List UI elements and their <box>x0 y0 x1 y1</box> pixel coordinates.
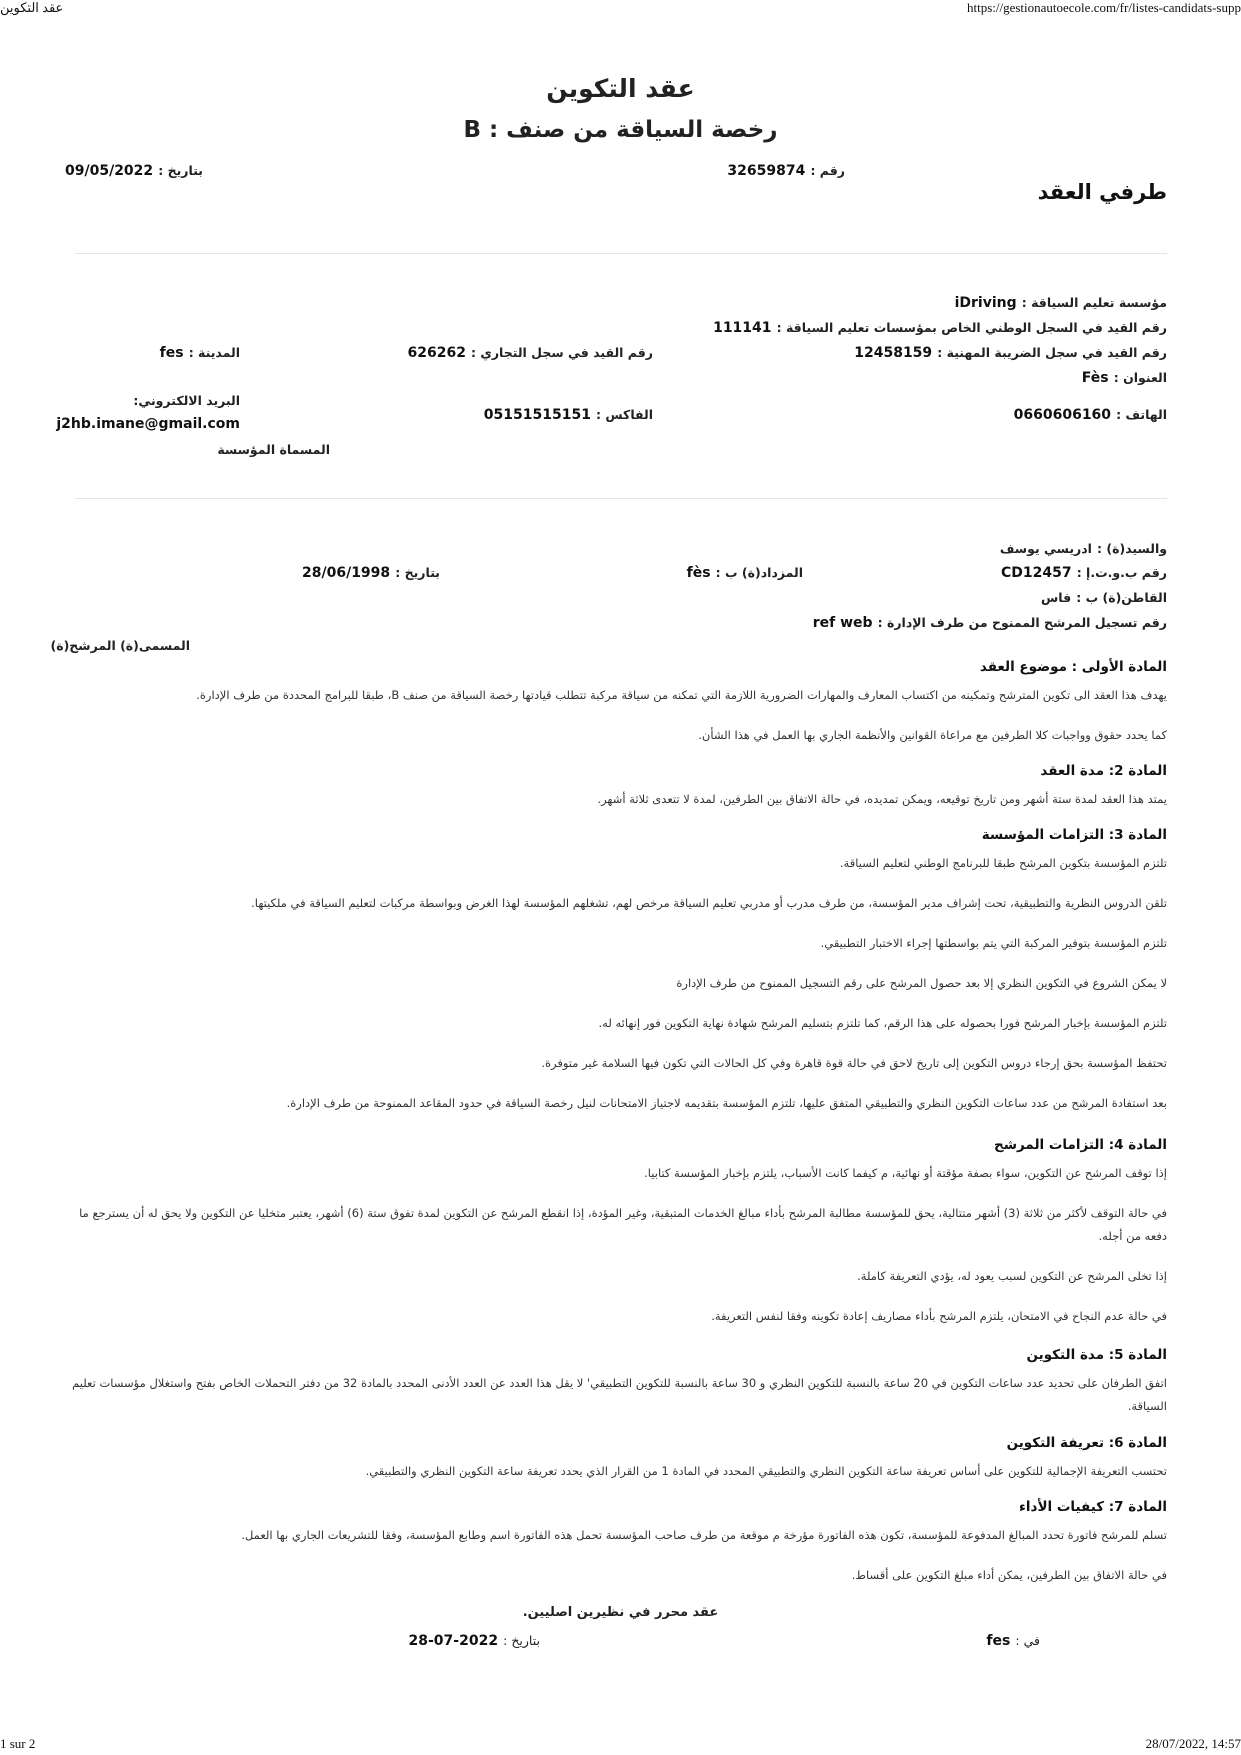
article-title: المادة الأولى : موضوع العقد <box>979 659 1167 675</box>
article-paragraph: تحتفظ المؤسسة بحق إرجاء دروس التكوين إلى تاريخ لاحق في حالة قوة قاهرة وفي كل الحالات التي تكون فيها السلامة غير متوفرة. <box>541 1056 1167 1070</box>
school-registry-value: 111141 <box>713 320 772 336</box>
article-5 <box>60 1347 1167 1418</box>
signing-date <box>340 1630 540 1649</box>
school-tax-value: 12458159 <box>854 345 933 361</box>
school-tax-label: رقم القيد في سجل الضريبة المهنية : <box>937 345 1167 360</box>
article-paragraph: إذا تخلى المرشح عن التكوين لسبب يعود له، يؤدي التعريفة كاملة. <box>857 1269 1167 1283</box>
school-phone-value: 0660606160 <box>1013 407 1112 423</box>
contract-date-value: 09/05/2022 <box>65 163 154 179</box>
school-name-value: iDriving <box>954 295 1017 311</box>
document-title: عقد التكوين <box>546 74 695 103</box>
school-address <box>1082 367 1167 386</box>
school-name-label: مؤسسة تعليم السياقة : <box>1021 295 1167 310</box>
article-paragraph: تلقن الدروس النظرية والتطبيقية، تحت إشراف مدير المؤسسة، من طرف مدرب أو مدربي تعليم السياقة مرخص لهم، تشغلهم المؤسسة لهذا الغرض وبواسطة مركبات لتعليم السياقة في ملكيتها. <box>251 896 1167 910</box>
page-count: 1 sur 2 <box>0 1736 36 1751</box>
copies-note: عقد محرر في نظيرين اصليين. <box>522 1605 719 1620</box>
candidate-born <box>660 562 803 581</box>
article-paragraph: لا يمكن الشروع في التكوين النظري إلا بعد حصول المرشح على رقم التسجيل الممنوح من طرف الإدارة <box>676 976 1167 990</box>
school-commerce <box>380 342 653 361</box>
signing-place-value: fes <box>986 1633 1011 1649</box>
article-paragraph: تحتسب التعريفة الإجمالية للتكوين على أساس تعريفة ساعة التكوين النظري والتطبيقي المحدد في المادة 1 من القرار الذي يحدد تعريفة ساعة التكوين النظري والتطبيقي. <box>365 1464 1167 1478</box>
document-subtitle: رخصة السياقة من صنف : B <box>463 117 778 143</box>
candidate-cin-label: رقم ب.و.ت.إ : <box>1076 565 1167 580</box>
signing-place-label: في : <box>1015 1633 1040 1648</box>
article-paragraph: في حالة التوقف لأكثر من ثلاثة (3) أشهر متتالية، يحق للمؤسسة مطالبة المرشح بأداء مبالغ الخدمات المتبقية، وغير المؤدة، إذا انقطع المرشح عن التكوين لمدة تفوق ستة (6) أشهر، يعتبر متخليا عن التكوين ولا يحق له أن يسترجع ما دفعه من أجله. <box>79 1206 1167 1243</box>
candidate-cin-value: CD12457 <box>1000 565 1072 581</box>
article-paragraph: تسلم للمرشح فاتورة تحدد المبالغ المدفوعة للمؤسسة، تكون هذه الفاتورة مؤرخة م موقعة من طرف صاحب المؤسسة تحمل هذه الفاتورة اسم وطابع المؤسسة، وفقا للتشريعات الجاري بها العمل. <box>241 1528 1167 1542</box>
article-paragraph: تلتزم المؤسسة بتكوين المرشح طبقا للبرنامج الوطني لتعليم السياقة. <box>839 856 1167 870</box>
divider <box>75 253 1167 254</box>
article-paragraph: إذا توقف المرشح عن التكوين، سواء بصفة مؤقتة أو نهائية، م كيفما كانت الأسباب، يلتزم بإخبار المؤسسة كتابيا. <box>644 1166 1167 1180</box>
school-address-label: العنوان : <box>1113 370 1167 385</box>
article-6 <box>60 1435 1167 1483</box>
article-title: المادة 5: مدة التكوين <box>1026 1347 1167 1363</box>
candidate-reg-label: رقم تسجيل المرشح الممنوح من طرف الإدارة : <box>877 615 1167 630</box>
candidate-name-value: ادريسي يوسف <box>999 541 1092 556</box>
parties-heading: طرفي العقد <box>1037 180 1167 204</box>
article-paragraph: اتفق الطرفان على تحديد عدد ساعات التكوين في 20 ساعة بالنسبة للتكوين النظري و 30 ساعة بالنسبة للتكوين التطبيقي' لا يقل هذا العدد عن العدد الأدنى المحدد بالمادة 32 من دفتر التحملات الخاص بفتح واستغلال مؤسسات تعليم السياقة. <box>72 1376 1167 1413</box>
candidate-resident-value: فاس <box>1041 590 1072 605</box>
school-city-value: fes <box>159 345 184 361</box>
printed-at: 28/07/2022, 14:57 <box>1145 1736 1241 1751</box>
article-title: المادة 4: التزامات المرشح <box>993 1137 1167 1153</box>
candidate-resident <box>1041 587 1167 606</box>
browser-url: https://gestionautoecole.com/fr/listes-candidats-supp <box>966 0 1241 15</box>
article-paragraph: يهدف هذا العقد الى تكوين المترشح وتمكينه من اكتساب المعارف والمهارات الضرورية اللازمة التي تمكنه من سياقة مركبة تتطلب قيادتها رخصة السياقة من صنف B، طبقا للبرامج المحددة من طرف الإدارة. <box>196 688 1167 702</box>
candidate-named-label: المسمى(ة) المرشح(ة) <box>50 638 190 653</box>
candidate-born-value: fès <box>686 565 711 581</box>
school-commerce-value: 626262 <box>407 345 466 361</box>
candidate-birth-date-value: 28/06/1998 <box>302 565 391 581</box>
article-3 <box>60 827 1167 1115</box>
signing-place <box>900 1630 1040 1649</box>
school-named-label: المسماة المؤسسة <box>217 442 330 457</box>
article-paragraph: بعد استفادة المرشح من عدد ساعات التكوين النظري والتطبيقي المتفق عليها، تلتزم المؤسسة بتقديمه لاجتياز الامتحانات لنيل رخصة السياقة في حدود المقاعد الممنوحة من طرف الإدارة. <box>286 1096 1167 1110</box>
article-paragraph: تلتزم المؤسسة بتوفير المركبة التي يتم بواسطتها إجراء الاختبار التطبيقي. <box>820 936 1167 950</box>
signing-date-value: 2022-07-28 <box>408 1633 499 1649</box>
article-4 <box>60 1137 1167 1328</box>
school-registry-label: رقم القيد في السجل الوطني الخاص بمؤسسات تعليم السياقة : <box>776 320 1167 335</box>
article-title: المادة 7: كيفيات الأداء <box>1019 1499 1167 1515</box>
candidate-resident-label: القاطن(ة) ب : <box>1076 590 1167 605</box>
candidate-name-label: والسيد(ة) : <box>1097 541 1167 556</box>
candidate-reg-value: ref web <box>812 615 873 631</box>
school-fax <box>440 404 653 423</box>
signing-date-label: بتاريخ : <box>503 1633 540 1648</box>
candidate-birth-date <box>260 562 440 581</box>
article-1 <box>60 659 1167 747</box>
contract-number <box>545 160 845 179</box>
school-tax <box>854 342 1167 361</box>
school-registry <box>713 317 1167 336</box>
school-email-value: j2hb.imane@gmail.com <box>56 416 240 432</box>
school-name <box>955 292 1167 311</box>
candidate-cin <box>1001 562 1167 581</box>
article-paragraph: تلتزم المؤسسة بإخبار المرشح فورا بحصوله على هذا الرقم، كما تلتزم بتسليم المرشح شهادة نهاية التكوين فور إنهائه له. <box>598 1016 1167 1030</box>
article-2 <box>60 763 1167 811</box>
article-title: المادة 2: مدة العقد <box>1040 763 1167 779</box>
article-title: المادة 6: تعريفة التكوين <box>1006 1435 1167 1451</box>
article-paragraph: في حالة عدم النجاح في الامتحان، يلتزم المرشح بأداء مصاريف إعادة تكوينه وفقا لنفس التعريفة. <box>711 1309 1167 1323</box>
candidate-name <box>1000 538 1167 557</box>
article-title: المادة 3: التزامات المؤسسة <box>981 827 1167 843</box>
article-paragraph: يمتد هذا العقد لمدة ستة أشهر ومن تاريخ توقيعه، ويمكن تمديده، في حالة الاتفاق بين الطرفين، لمدة لا تتعدى ثلاثة أشهر. <box>597 792 1167 806</box>
candidate-reg <box>813 612 1167 631</box>
school-fax-label: الفاكس : <box>596 407 653 422</box>
school-city-label: المدينة : <box>188 345 240 360</box>
school-address-value: Fès <box>1081 370 1109 386</box>
contract-date-label: بتاريخ : <box>158 163 203 178</box>
school-city <box>100 342 240 361</box>
article-paragraph: في حالة الاتفاق بين الطرفين، يمكن أداء مبلغ التكوين على أقساط. <box>851 1568 1167 1582</box>
school-phone-label: الهاتف : <box>1116 407 1167 422</box>
candidate-birth-date-label: بتاريخ : <box>395 565 440 580</box>
contract-number-value: 32659874 <box>727 163 806 179</box>
contract-number-label: رقم : <box>810 163 845 178</box>
browser-page-title: عقد التكوين <box>0 0 64 15</box>
candidate-born-label: المزداد(ة) ب : <box>715 565 803 580</box>
article-7 <box>60 1499 1167 1587</box>
divider <box>75 498 1167 499</box>
school-phone <box>1014 404 1167 423</box>
school-fax-value: 05151515151 <box>483 407 591 423</box>
contract-date <box>40 160 203 179</box>
article-paragraph: كما يحدد حقوق وواجبات كلا الطرفين مع مراعاة القوانين والأنظمة الجاري بها العمل في هذا الشأن. <box>698 728 1167 742</box>
school-email-label: البريد الالكتروني: <box>133 393 240 408</box>
school-commerce-label: رقم القيد في سجل التجاري : <box>471 345 653 360</box>
